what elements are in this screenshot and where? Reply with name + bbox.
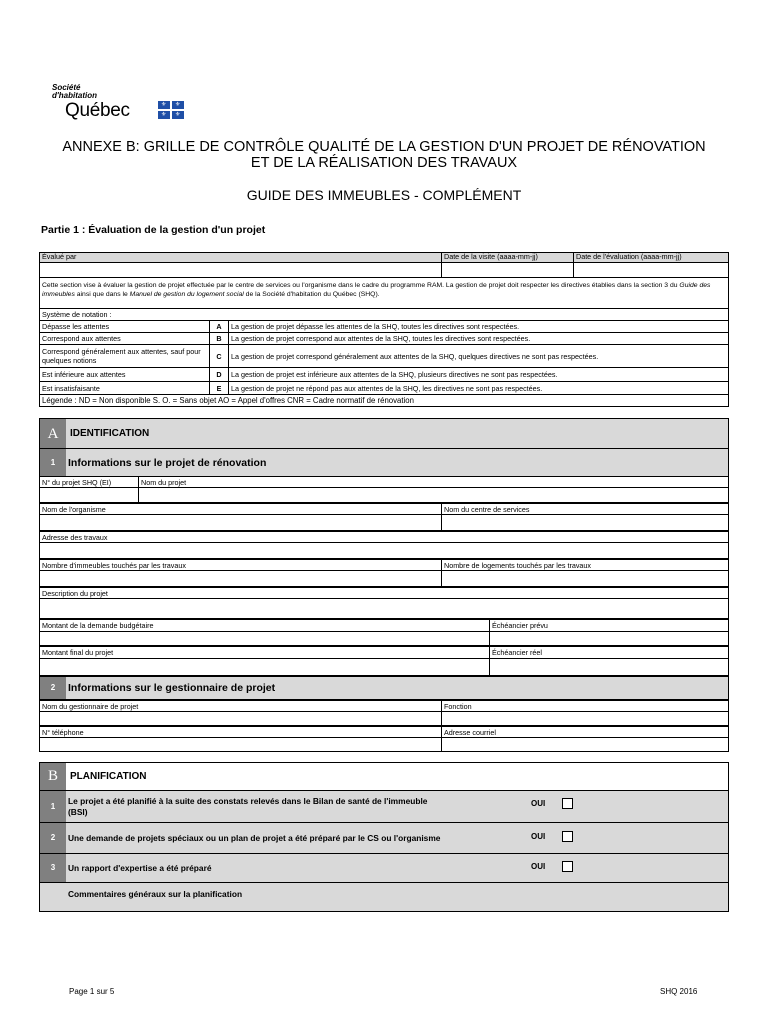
legend-row: Légende : ND = Non disponible S. O. = Sans objet AO = Appel d'offres CNR = Cadre normatif de rénovation bbox=[39, 394, 729, 407]
notation-code: E bbox=[209, 381, 229, 395]
document-title-line-1: ANNEXE B: GRILLE DE CONTRÔLE QUALITÉ DE LA GESTION D'UN PROJET DE RÉNOVATION bbox=[62, 139, 706, 155]
echeancier-reel-label: Échéancier réel bbox=[489, 646, 729, 659]
notation-desc: La gestion de projet est inférieure aux attentes de la SHQ, plusieurs directives ne sont pas respectées. bbox=[228, 367, 729, 382]
question-row bbox=[40, 854, 728, 883]
notation-label: Correspond aux attentes bbox=[39, 332, 210, 345]
echeancier-reel-field[interactable] bbox=[489, 658, 729, 676]
date-visite-label: Date de la visite (aaaa-mm-jj) bbox=[441, 252, 574, 263]
part-1-title: Partie 1 : Évaluation de la gestion d'un projet bbox=[41, 224, 266, 236]
notation-code: C bbox=[209, 344, 229, 368]
montant-final-field[interactable] bbox=[39, 658, 490, 676]
subsection-1-header bbox=[40, 449, 728, 477]
intro-paragraph: Cette section vise à évaluer la gestion de projet effectuée par le centre de services ou l'organisme dans le cadre du programme RAM. La gestion de projet doit respecter les directives établies dans la section 3 du Guide des immeubles ainsi que dans le Manuel de gestion du logement social de la Société d'habitation du Québec (SHQ). bbox=[39, 277, 729, 309]
oui-label: OUI bbox=[531, 799, 546, 808]
montant-demande-field[interactable] bbox=[39, 631, 490, 646]
subsection-2-header bbox=[39, 676, 729, 700]
adresse-travaux-label: Adresse des travaux bbox=[39, 531, 729, 543]
courriel-field[interactable] bbox=[441, 737, 729, 752]
notation-label: Est inférieure aux attentes bbox=[39, 367, 210, 382]
question-row bbox=[40, 823, 728, 854]
notation-desc: La gestion de projet correspond généralement aux attentes de la SHQ, quelques directives ne sont pas respectées. bbox=[228, 344, 729, 368]
fonction-field[interactable] bbox=[441, 711, 729, 726]
oui-checkbox[interactable] bbox=[562, 798, 573, 809]
date-visite-field[interactable] bbox=[441, 262, 574, 278]
telephone-label: N° téléphone bbox=[39, 726, 442, 738]
notation-label: Dépasse les attentes bbox=[39, 320, 210, 333]
description-field[interactable] bbox=[39, 598, 729, 619]
question-text: Une demande de projets spéciaux ou un plan de projet a été préparé par le CS ou l'organisme bbox=[68, 833, 441, 843]
evalue-par-field[interactable] bbox=[39, 262, 442, 278]
section-b-header bbox=[40, 763, 728, 791]
document-subtitle: GUIDE DES IMMEUBLES - COMPLÉMENT bbox=[246, 187, 522, 203]
question-text: Le projet a été planifié à la suite des constats relevés dans le Bilan de santé de l'immeuble bbox=[68, 796, 428, 806]
page-number: Page 1 sur 5 bbox=[69, 987, 115, 996]
oui-checkbox[interactable] bbox=[562, 831, 573, 842]
notation-code: A bbox=[209, 320, 229, 333]
document-title-line-2: ET DE LA RÉALISATION DES TRAVAUX bbox=[250, 155, 518, 171]
notation-label: Correspond généralement aux attentes, sauf pour quelques notions bbox=[39, 344, 210, 368]
question-text-line-2: (BSI) bbox=[68, 807, 88, 817]
nb-immeubles-label: Nombre d'immeubles touchés par les travaux bbox=[39, 559, 442, 571]
oui-label: OUI bbox=[531, 862, 546, 871]
section-a-header bbox=[40, 419, 728, 449]
section-letter: B bbox=[40, 763, 66, 790]
description-label: Description du projet bbox=[39, 587, 729, 599]
nom-gestionnaire-label: Nom du gestionnaire de projet bbox=[39, 700, 442, 712]
oui-checkbox[interactable] bbox=[562, 861, 573, 872]
logo-line-3: Québec bbox=[65, 100, 130, 121]
fleurdelise-flag-icon: ⚜ ⚜ ⚜ ⚜ bbox=[158, 101, 184, 119]
section-title: IDENTIFICATION bbox=[70, 428, 150, 439]
notation-desc: La gestion de projet correspond aux attentes de la SHQ, toutes les directives sont respectées. bbox=[228, 332, 729, 345]
adresse-travaux-field[interactable] bbox=[39, 542, 729, 559]
question-number: 1 bbox=[40, 791, 66, 822]
notation-code: D bbox=[209, 367, 229, 382]
echeancier-prevu-label: Échéancier prévu bbox=[489, 619, 729, 632]
logo-line-1: Société bbox=[52, 83, 81, 92]
nb-logements-field[interactable] bbox=[441, 570, 729, 587]
echeancier-prevu-field[interactable] bbox=[489, 631, 729, 646]
date-evaluation-label: Date de l'évaluation (aaaa-mm-jj) bbox=[573, 252, 729, 263]
notation-desc: La gestion de projet ne répond pas aux attentes de la SHQ, les directives ne sont pas respectées. bbox=[228, 381, 729, 395]
logo-line-2: d'habitation bbox=[52, 91, 98, 100]
subsection-title: Informations sur le projet de rénovation bbox=[68, 457, 267, 469]
section-title: PLANIFICATION bbox=[70, 771, 147, 782]
section-b-planification bbox=[39, 762, 729, 912]
subsection-title: Informations sur le gestionnaire de projet bbox=[68, 682, 276, 694]
montant-demande-label: Montant de la demande budgétaire bbox=[39, 619, 490, 632]
nom-centre-label: Nom du centre de services bbox=[441, 503, 729, 515]
date-evaluation-field[interactable] bbox=[573, 262, 729, 278]
courriel-label: Adresse courriel bbox=[441, 726, 729, 738]
nom-organisme-field[interactable] bbox=[39, 514, 442, 531]
notation-desc: La gestion de projet dépasse les attentes de la SHQ, toutes les directives sont respectées. bbox=[228, 320, 729, 333]
subsection-number: 2 bbox=[40, 677, 66, 699]
oui-label: OUI bbox=[531, 832, 546, 841]
evalue-par-label: Évalué par bbox=[39, 252, 442, 263]
notation-title: Système de notation : bbox=[39, 308, 729, 321]
montant-final-label: Montant final du projet bbox=[39, 646, 490, 659]
question-number: 2 bbox=[40, 823, 66, 853]
question-number: 3 bbox=[40, 854, 66, 882]
nom-gestionnaire-field[interactable] bbox=[39, 711, 442, 726]
footer-reference: SHQ 2016 bbox=[660, 987, 698, 996]
notation-code: B bbox=[209, 332, 229, 345]
subsection-number: 1 bbox=[40, 449, 66, 476]
question-text: Un rapport d'expertise a été préparé bbox=[68, 863, 212, 873]
telephone-field[interactable] bbox=[39, 737, 442, 752]
comments-label: Commentaires généraux sur la planification bbox=[68, 889, 243, 899]
nom-centre-field[interactable] bbox=[441, 514, 729, 531]
nb-logements-label: Nombre de logements touchés par les travaux bbox=[441, 559, 729, 571]
nom-projet-label: Nom du projet bbox=[138, 476, 729, 488]
no-projet-field[interactable] bbox=[39, 487, 139, 503]
question-row bbox=[40, 791, 728, 823]
nb-immeubles-field[interactable] bbox=[39, 570, 442, 587]
fonction-label: Fonction bbox=[441, 700, 729, 712]
nom-projet-field[interactable] bbox=[138, 487, 729, 503]
shq-logo bbox=[52, 84, 192, 120]
nom-organisme-label: Nom de l'organisme bbox=[39, 503, 442, 515]
no-projet-label: N° du projet SHQ (EI) bbox=[39, 476, 139, 488]
section-letter: A bbox=[40, 419, 66, 448]
notation-label: Est insatisfaisante bbox=[39, 381, 210, 395]
